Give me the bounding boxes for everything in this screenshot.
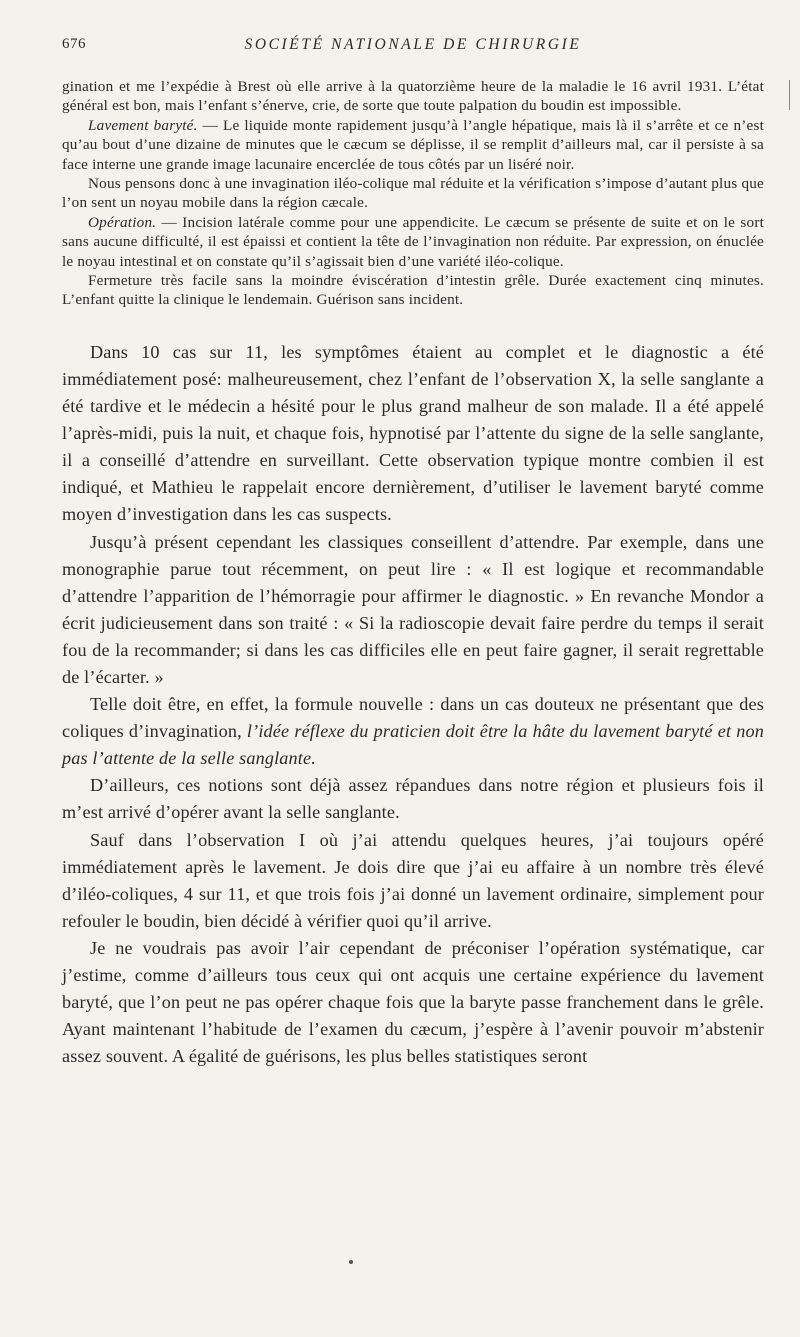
observation-paragraph-5: Fermeture très facile sans la moindre éviscération d’intestin grêle. Durée exactement cinq minutes. L’enfant quitte la clinique le lendemain. Guérison sans incident. [62,272,764,309]
page-number: 676 [62,36,86,52]
observation-paragraph-1: gination et me l’expédie à Brest où elle arrive à la quatorzième heure de la maladie le 16 avril 1931. L’état général est bon, mais l’enfant s’énerve, crie, de sorte que toute palpation du boudin est impossible. [62,78,764,115]
operation-label: Opération. [88,213,157,231]
lavement-label: Lavement baryté. [88,116,198,134]
discussion-paragraph-4: D’ailleurs, ces notions sont déjà assez répandues dans notre région et plusieurs fois il m’est arrivé d’opérer avant la selle sanglante. [62,775,764,823]
discussion-paragraph-3-italic: l’idée réflexe du praticien doit être la hâte du lavement baryté et non pas l’attente de la selle sanglante. [62,721,764,769]
discussion-paragraph-3 [62,691,764,772]
discussion-paragraph-6: Je ne voudrais pas avoir l’air cependant de préconiser l’opération systématique, car j’estime, comme d’ailleurs tous ceux qui ont acquis une certaine expérience du lavement baryté, que l’on peut ne pas opérer chaque fois que la baryte passe franchement dans le grêle. Ayant maintenant l’habitude de l’examen du cæcum, j’espère à l’avenir pouvoir m’abstenir assez souvent. A égalité de guérisons, les plus belles statistiques seront [62,937,764,1067]
observation-paragraph-operation [62,213,764,271]
discussion-paragraph-5: Sauf dans l’observation I où j’ai attendu quelques heures, j’ai toujours opéré immédiatement après le lavement. Je dois dire que j’ai eu affaire à un nombre très élevé d’iléo-coliques, 4 sur 11, et que trois fois j’ai donné un lavement ordinaire, simplement pour refouler le boudin, bien décidé à vérifier quoi qu’il arrive. [62,829,764,931]
observation-section [62,77,764,310]
lavement-text: — Le liquide monte rapidement jusqu’à l’angle hépatique, mais là il s’arrête et ce n’est qu’au bout d’une dizaine de minutes que le cæcum se déplisse, il se remplit d’ailleurs mal, car il persiste à sa face interne une grande image lacunaire encerclée de tous côtés par un liséré noir. [62,116,765,173]
discussion-paragraph-3-start: Telle doit être, en effet, la formule nouvelle : dans un cas douteux ne présentant que des coliques d’invagination, [62,694,764,742]
discussion-paragraph-2: Jusqu’à présent cependant les classiques conseillent d’attendre. Par exemple, dans une monographie parue tout récemment, on peut lire : « Il est logique et recommandable d’attendre l’apparition de l’hémorragie pour affirmer le diagnostic. » En revanche Mondor a écrit judicieusement dans son traité : « Si la radioscopie devait faire perdre du temps il serait fou de la recommander; si dans les cas difficiles elle en peut faire gagner, il serait regrettable de l’écarter. » [62,531,764,687]
running-head: SOCIÉTÉ NATIONALE DE CHIRURGIE [244,36,582,53]
margin-mark [789,80,790,110]
discussion-paragraph-1: Dans 10 cas sur 11, les symptômes étaient au complet et le diagnostic a été immédiatement posé: malheureusement, chez l’enfant de l’observation X, la selle sanglante a été tardive et le médecin a hésité pour le plus grand malheur de son malade. Il a été appelé l’après-midi, puis la nuit, et chaque fois, hypnotisé par l’attente du signe de la selle sanglante, il a conseillé d’attendre en surveillant. Cette observation typique montre combien il est indiqué, et Mathieu le rappelait encore dernièrement, d’utiliser le lavement baryté comme moyen d’investigation dans les cas suspects. [62,341,764,525]
operation-text: — Incision latérale comme pour une appendicite. Le cæcum se présente de suite et on le sort sans aucune difficulté, il est épaissi et contient la tête de l’invagination non réduite. Par expression, on énuclée le noyau intestinal et on constate qu’il s’agissait bien d’une variété iléo-colique. [62,213,764,270]
document-page [62,0,764,1070]
page-header [62,36,764,76]
observation-paragraph-lavement [62,116,764,174]
printer-dot [349,1260,353,1264]
discussion-section [62,339,764,1071]
observation-paragraph-3: Nous pensons donc à une invagination iléo-colique mal réduite et la vérification s’impose d’autant plus que l’on sent un noyau mobile dans la région cæcale. [62,175,764,212]
